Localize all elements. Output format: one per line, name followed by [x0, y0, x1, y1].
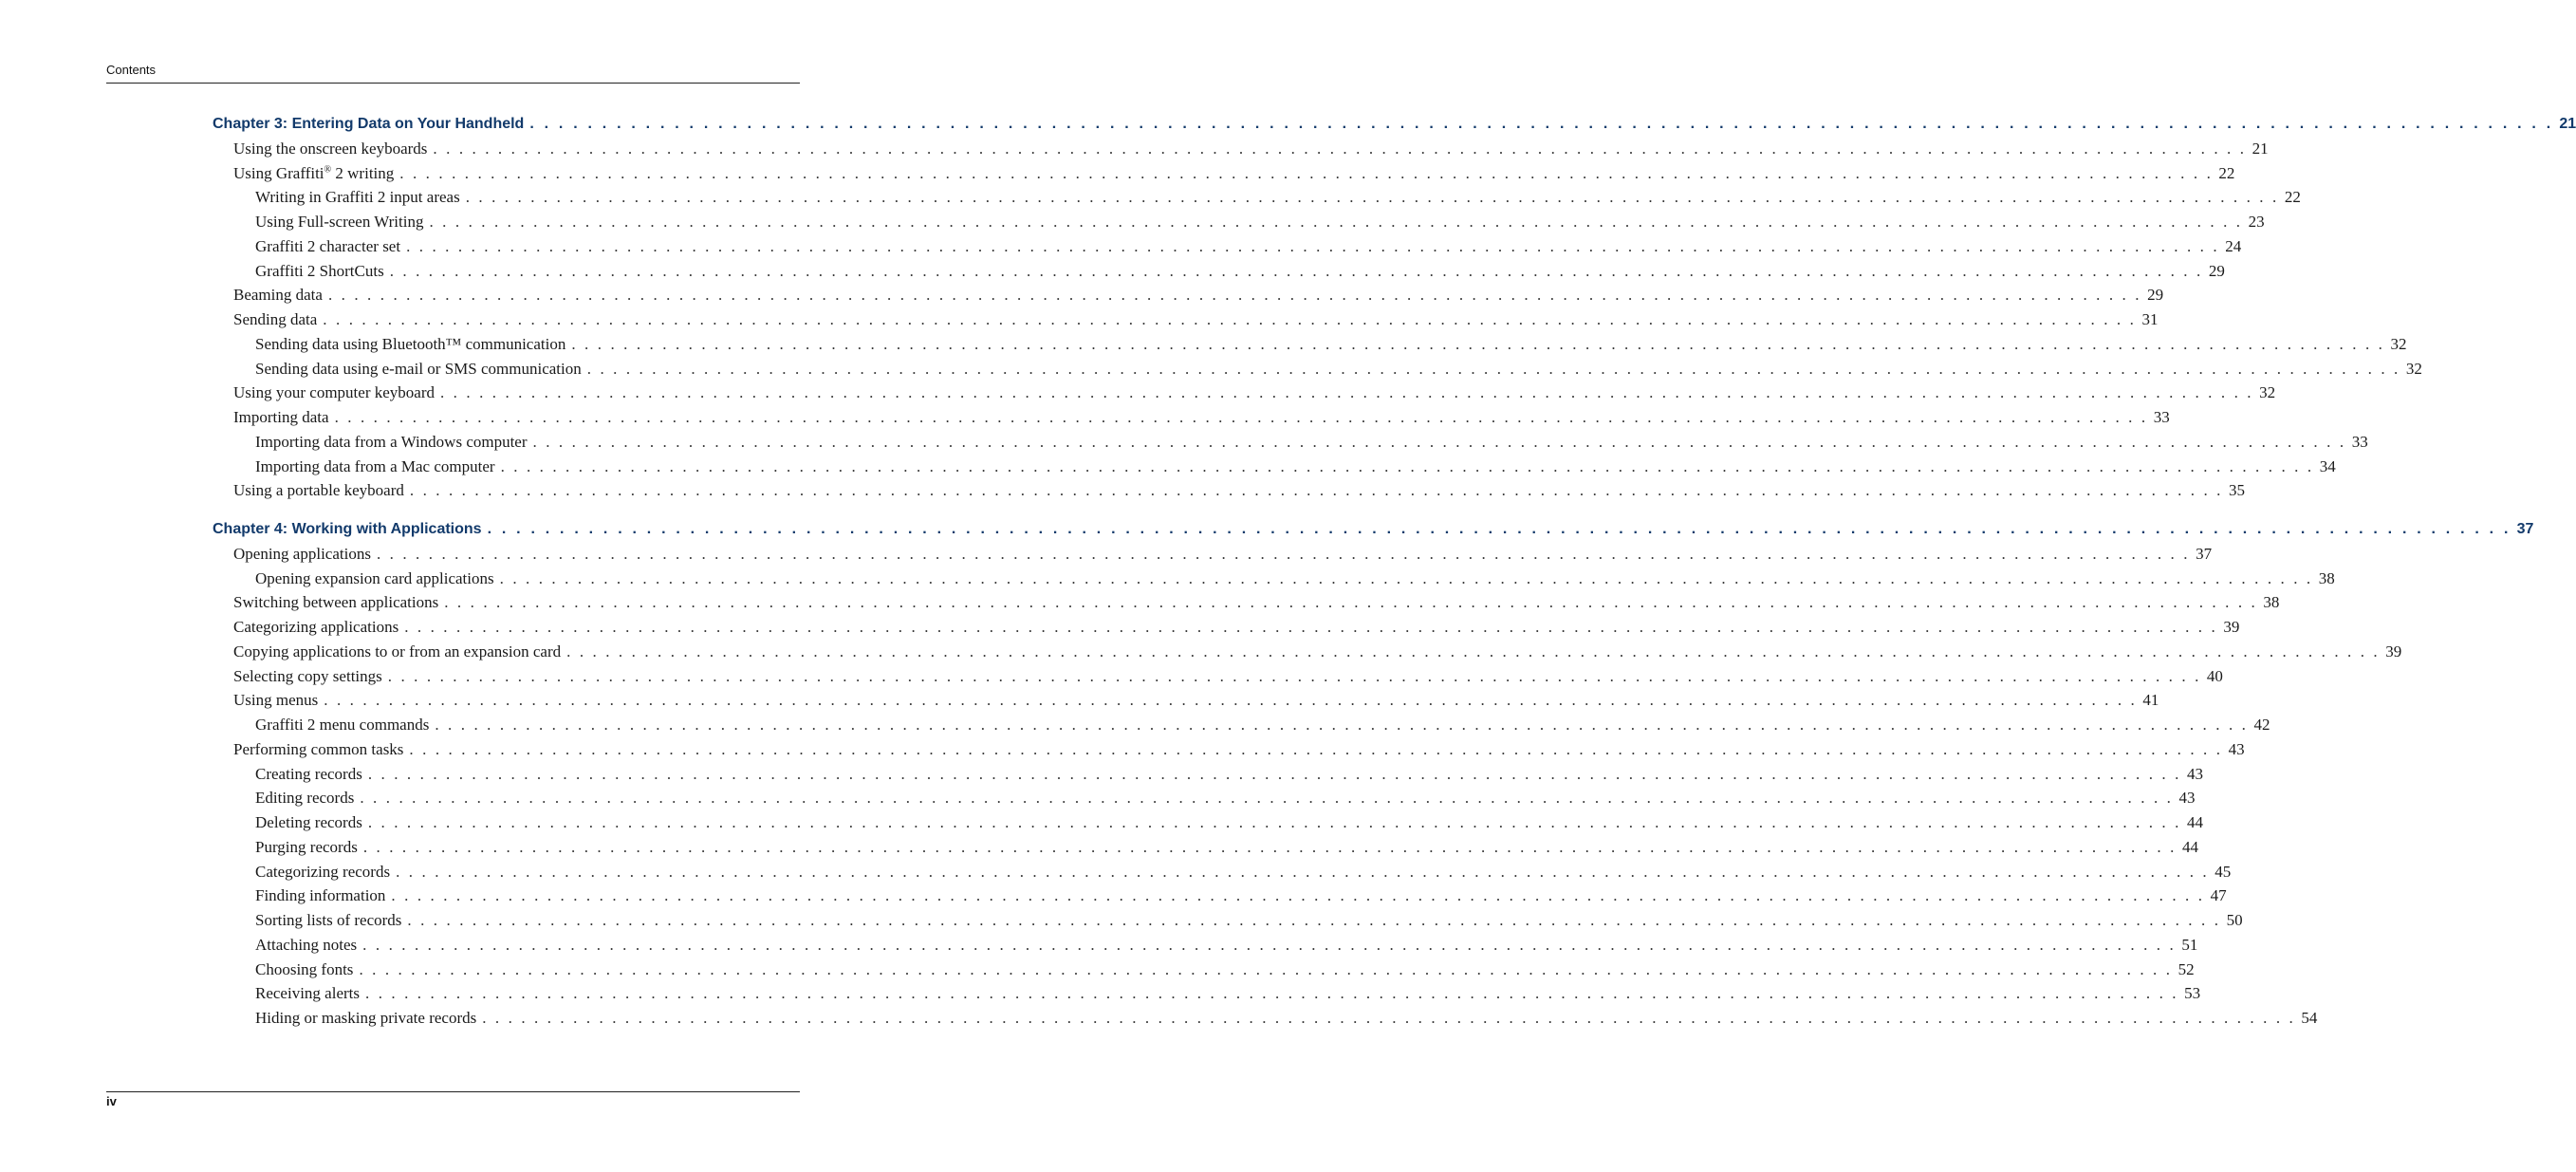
toc-entry-title: Graffiti 2 character set [255, 237, 401, 255]
dot-leader: . . . . . . . . . . . . . . . . . . . . . . . . . . . . . . . . . . . . . . . . . . . . . . . . . . . . . . . . . . . . . . . . . . . . . . . . . . . . . . . . . . . . . . . . . . . . . . . . . . . . . . . . . . . . . . . . . . . . . . . . . . . . . . . . . . . . . . . . . . . . [500, 457, 2314, 475]
toc-entry[interactable] [255, 432, 2368, 453]
toc-entry-title: Beaming data [233, 286, 323, 304]
toc-entry-page: 32 [2405, 360, 2422, 378]
toc-entry-page: 39 [2385, 642, 2402, 660]
toc-entry-page: 21 [2252, 140, 2269, 158]
toc-entry-page: 51 [2181, 936, 2198, 954]
toc-entry[interactable] [255, 236, 2242, 257]
dot-leader: . . . . . . . . . . . . . . . . . . . . . . . . . . . . . . . . . . . . . . . . . . . . . . . . . . . . . . . . . . . . . . . . . . . . . . . . . . . . . . . . . . . . . . . . . . . . . . . . . . . . . . . . . . . . . . . . . . . . . . . . . . . . . . . . . . . . . . . . . . . . [532, 433, 2346, 451]
toc-entry-page: 53 [2184, 984, 2201, 1002]
toc-entry[interactable] [255, 788, 2196, 809]
toc-entry-title: Using your computer keyboard [233, 383, 435, 401]
toc-entry-title: Hiding or masking private records [255, 1009, 477, 1027]
dot-leader: . . . . . . . . . . . . . . . . . . . . . . . . . . . . . . . . . . . . . . . . . . . . . . . . . . . . . . . . . . . . . . . . . . . . . . . . . . . . . . . . . . . . . . . . . . . . . . . . . . . . . . . . . . . . . . . . . . . . . . . . . . . . . . . . . . . . . . . . . . . . [433, 140, 2247, 158]
toc-entry-page: 39 [2223, 618, 2240, 636]
toc-entry-title: Sorting lists of records [255, 911, 402, 929]
toc-entry-title: Editing records [255, 789, 355, 807]
toc-entry[interactable] [233, 309, 2159, 330]
toc-entry[interactable] [255, 764, 2203, 785]
toc-entry-page: 50 [2226, 911, 2243, 929]
toc-entry-title: Performing common tasks [233, 740, 404, 758]
dot-leader: . . . . . . . . . . . . . . . . . . . . . . . . . . . . . . . . . . . . . . . . . . . . . . . . . . . . . . . . . . . . . . . . . . . . . . . . . . . . . . . . . . . . . . . . . . . . . . . . . . . . . . . . . . . . . . . . . . . . . . . . . . . . . . . . . . . . . . . . . . . . [465, 188, 2279, 206]
toc-entry[interactable] [255, 359, 2422, 380]
toc-entry[interactable] [255, 910, 2243, 931]
dot-leader: . . . . . . . . . . . . . . . . . . . . . . . . . . . . . . . . . . . . . . . . . . . . . . . . . . . . . . . . . . . . . . . . . . . . . . . . . . . . . . . . . . . . . . . . . . . . . . . . . . . . . . . . . . . . . . . . . . . . . . . . . . . . . . . . . . . . . . . . . . . . [367, 813, 2181, 831]
dot-leader: . . . . . . . . . . . . . . . . . . . . . . . . . . . . . . . . . . . . . . . . . . . . . . . . . . . . . . . . . . . . . . . . . . . . . . . . . . . . . . . . . . . . . . . . . . . . . . . . . . . . . . . . . . . . . . . . . . . . . . . . . . . . . . . . . . . . . . . . . . . . [359, 960, 2173, 978]
dot-leader: . . . . . . . . . . . . . . . . . . . . . . . . . . . . . . . . . . . . . . . . . . . . . . . . . . . . . . . . . . . . . . . . . . . . . . . . . . . . . . . . . . . . . . . . . . . . . . . . . . . . . . . . . . . . . . . . . . . . . . . . . . . . . . . . . . . . . . . . . . . . [387, 667, 2201, 685]
toc-entry-title: Categorizing applications [233, 618, 399, 636]
toc-entry-page: 33 [2351, 433, 2368, 451]
toc-entry-page: 43 [2178, 789, 2196, 807]
dot-leader: . . . . . . . . . . . . . . . . . . . . . . . . . . . . . . . . . . . . . . . . . . . . . . . . . . . . . . . . . . . . . . . . . . . . . . . . . . . . . . . . . . . . . . . . . . . . . . . . . . . . . . . . . . . . . . . . . . . . . . . . . . . . . . . . . . . . . . . . . . . . [323, 310, 2137, 328]
dot-leader: . . . . . . . . . . . . . . . . . . . . . . . . . . . . . . . . . . . . . . . . . . . . . . . . . . . . . . . . . . . . . . . . . . . . . . . . . . . . . . . . . . . . . . . . . . . . . . . . . . . . . . . . . . . . . . . . . . . . . . . . . . . . . . . . . . . . . . . . . . . . [444, 593, 2258, 611]
dot-leader: . . . . . . . . . . . . . . . . . . . . . . . . . . . . . . . . . . . . . . . . . . . . . . . . . . . . . . . . . . . . . . . . . . . . . . . . . . . . . . . . . . . . . . . . . . . . . . . . . . . . . . . . . . . . . . . . . . . . . . . . . . . . . . . . . . . . . . . . . . . . [429, 213, 2243, 231]
toc-entry-page: 33 [2153, 408, 2170, 426]
toc-chapter-entry[interactable] [213, 114, 2576, 135]
dot-leader: . . . . . . . . . . . . . . . . . . . . . . . . . . . . . . . . . . . . . . . . . . . . . . . . . . . . . . . . . . . . . . . . . . . . . . . . . . . . . . . . . . . . . . . . . . . . . . . . . . . . . . . . . . . . . . . . . . . . . . . . . . . . . . . . . . . . . . . . . . . . [409, 481, 2224, 499]
dot-leader: . . . . . . . . . . . . . . . . . . . . . . . . . . . . . . . . . . . . . . . . . . . . . . . . . . . . . . . . . . . . . . . . . . . . . . . . . . . . . . . . . . . . . . . . . . . . . . . . . . . . . . . . . . . . . . . . . . . . . . . . . . . . . . . . . . . . . . . . . . . . [365, 984, 2179, 1002]
dot-leader: . . . . . . . . . . . . . . . . . . . . . . . . . . . . . . . . . . . . . . . . . . . . . . . . . . . . . . . . . . . . . . . . . . . . . . . . . . . . . . . . . . . . . . . . . . . . . . . . . . . . . . . . . . . . . . . . . . . . . . . . . . . . . . . . . . . . . . . . . . . . [389, 262, 2203, 280]
dot-leader: . . . . . . . . . . . . . . . . . . . . . . . . . . . . . . . . . . . . . . . . . . . . . . . . . . . . . . . . . . . . . . . . . . . . . . . . . . . . . . . . . . . . . . . . . . . . . . . . . . . . . . . . . . . . . . . . . . . . . . . . . . . . . . . . . . . . . . . . . . . . [435, 716, 2249, 734]
dot-leader: . . . . . . . . . . . . . . . . . . . . . . . . . . . . . . . . . . . . . . . . . . . . . . . . . . . . . . . . . . . . . . . . . . . . . . . . . . . . . . . . . . . . . . . . . . . . . . . . . . . . . . . . . . . . . . . . . . . . . . . . . . . . . . . . . . . . . . . . . . . . [362, 838, 2177, 856]
dot-leader: . . . . . . . . . . . . . . . . . . . . . . . . . . . . . . . . . . . . . . . . . . . . . . . . . . . . . . . . . . . . . . . . . . . . . . . . . . . . . . . . . . . . . . . . . . . . . . . . . . . . . . . . . . . . . . . . . . . . . . . . . . . . . . . . . . . . . . . . . . . . [367, 765, 2181, 783]
toc-entry-title: Graffiti 2 menu commands [255, 716, 430, 734]
toc-entry[interactable] [255, 935, 2198, 956]
toc-entry[interactable] [255, 456, 2336, 477]
toc-entry-title: Sending data using Bluetooth™ communication [255, 335, 566, 353]
dot-leader: . . . . . . . . . . . . . . . . . . . . . . . . . . . . . . . . . . . . . . . . . . . . . . . . . . . . . . . . . . . . . . . . . . . . . . . . . . . . . . . . . . . . . . . . . . . . . . . . . . . . . . . . . . . . . . . . . . . . . . . . . . . . . . . . . . . . . . . . . . . . [391, 886, 2205, 904]
toc-entry-title: Graffiti 2 ShortCuts [255, 262, 384, 280]
toc-entry-title: Selecting copy settings [233, 667, 382, 685]
toc-entry-title: Opening applications [233, 545, 371, 563]
dot-leader: . . . . . . . . . . . . . . . . . . . . . . . . . . . . . . . . . . . . . . . . . . . . . . . . . . . . . . . . . . . . . . . . . . . . . . . . . . . . . . . . . . . . . . . . . . . . . . . . . . . . . . . . . . . . . . . . . . . . . . . . . . . . . . . . . . . . . . . . . . . . [409, 740, 2223, 758]
dot-leader: . . . . . . . . . . . . . . . . . . . . . . . . . . . . . . . . . . . . . . . . . . . . . . . . . . . . . . . . . . . . . . . . . . . . . . . . . . . . . . . . . . . . . . . . . . . . . . . . . . . . . . . . . . . . . . . . . . . . . . . . . . . . . . . . . . . . . . . . . . . . [334, 408, 2148, 426]
dot-leader: . . . . . . . . . . . . . . . . . . . . . . . . . . . . . . . . . . . . . . . . . . . . . . . . . . . . . . . . . . . . . . . . . . . . . . . . . . . . . . . . . . . . . . . . . . . . . . . . . . . . . . . . . . . . . . . . . . . . . . . . . . . . . . . . . . . . . . . . . . . . [566, 642, 2381, 660]
dot-leader: . . . . . . . . . . . . . . . . . . . . . . . . . . . . . . . . . . . . . . . . . . . . . . . . . . . . . . . . . . . . . . . . . . . . . . . . . . . . . . . . . . . . . . . . . . . . . . . . . . . . . . . . . . . . . . . . . . . . . . . . . . . . . . . . . . . . . . . . . . . . [324, 691, 2138, 709]
toc-entry-page: 32 [2259, 383, 2276, 401]
toc-entry[interactable] [255, 1008, 2318, 1029]
toc-entry-title: Categorizing records [255, 863, 391, 881]
toc-entry[interactable] [255, 837, 2198, 858]
toc-entry-page: 32 [2390, 335, 2407, 353]
toc-entry-page: 22 [2218, 164, 2235, 182]
toc-entry-page: 29 [2147, 286, 2164, 304]
toc-entry-title: Receiving alerts [255, 984, 360, 1002]
toc-entry[interactable] [255, 983, 2201, 1004]
toc-entry-page: 37 [2516, 521, 2534, 537]
toc-entry-page: 47 [2210, 886, 2227, 904]
toc-entry[interactable] [255, 885, 2227, 906]
dot-leader: . . . . . . . . . . . . . . . . . . . . . . . . . . . . . . . . . . . . . . . . . . . . . . . . . . . . . . . . . . . . . . . . . . . . . . . . . . . . . . . . . . . . . . . . . . . . . . . . . . . . . . . . . . . . . . . . . . . . . . . . . . . . . . . . . . . . . . . . . . . . [529, 116, 2554, 132]
toc-entry-page: 38 [2318, 569, 2335, 587]
toc-entry-page: 23 [2248, 213, 2265, 231]
toc-entry-page: 43 [2186, 765, 2203, 783]
toc-entry-title: Choosing fonts [255, 960, 354, 978]
toc-entry-title: Creating records [255, 765, 362, 783]
toc-entry-title: Using the onscreen keyboards [233, 140, 428, 158]
toc-entry-page: 44 [2186, 813, 2203, 831]
toc-entry-title: Importing data [233, 408, 329, 426]
toc-entry-title: Finding information [255, 886, 386, 904]
dot-leader: . . . . . . . . . . . . . . . . . . . . . . . . . . . . . . . . . . . . . . . . . . . . . . . . . . . . . . . . . . . . . . . . . . . . . . . . . . . . . . . . . . . . . . . . . . . . . . . . . . . . . . . . . . . . . . . . . . . . . . . . . . . . . . . . . . . . . . . . . . . . [487, 521, 2511, 537]
toc-entry-title: Writing in Graffiti 2 input areas [255, 188, 460, 206]
dot-leader: . . . . . . . . . . . . . . . . . . . . . . . . . . . . . . . . . . . . . . . . . . . . . . . . . . . . . . . . . . . . . . . . . . . . . . . . . . . . . . . . . . . . . . . . . . . . . . . . . . . . . . . . . . . . . . . . . . . . . . . . . . . . . . . . . . . . . . . . . . . . [586, 360, 2400, 378]
dot-leader: . . . . . . . . . . . . . . . . . . . . . . . . . . . . . . . . . . . . . . . . . . . . . . . . . . . . . . . . . . . . . . . . . . . . . . . . . . . . . . . . . . . . . . . . . . . . . . . . . . . . . . . . . . . . . . . . . . . . . . . . . . . . . . . . . . . . . . . . . . . . [571, 335, 2385, 353]
toc-entry[interactable] [233, 480, 2246, 501]
toc-entry-page: 41 [2142, 691, 2159, 709]
toc-entry[interactable] [255, 715, 2270, 735]
toc-entry-title: Using a portable keyboard [233, 481, 404, 499]
toc-entry-title: Copying applications to or from an expansion card [233, 642, 562, 660]
toc-entry-title: Using Graffiti® 2 writing [233, 164, 395, 182]
toc-entry[interactable] [255, 334, 2407, 355]
dot-leader: . . . . . . . . . . . . . . . . . . . . . . . . . . . . . . . . . . . . . . . . . . . . . . . . . . . . . . . . . . . . . . . . . . . . . . . . . . . . . . . . . . . . . . . . . . . . . . . . . . . . . . . . . . . . . . . . . . . . . . . . . . . . . . . . . . . . . . . . . . . . [327, 286, 2142, 304]
toc-entry[interactable] [233, 642, 2402, 662]
toc-entry[interactable] [233, 666, 2223, 687]
dot-leader: . . . . . . . . . . . . . . . . . . . . . . . . . . . . . . . . . . . . . . . . . . . . . . . . . . . . . . . . . . . . . . . . . . . . . . . . . . . . . . . . . . . . . . . . . . . . . . . . . . . . . . . . . . . . . . . . . . . . . . . . . . . . . . . . . . . . . . . . . . . . [360, 789, 2174, 807]
toc-entry-page: 44 [2181, 838, 2198, 856]
toc-entry[interactable] [233, 407, 2170, 428]
toc-entry-page: 29 [2208, 262, 2225, 280]
footer-rule [106, 1091, 800, 1092]
toc-entry-page: 34 [2319, 457, 2336, 475]
toc-entry[interactable] [255, 862, 2232, 883]
toc-entry[interactable] [255, 812, 2203, 833]
toc-entry-title: Using Full-screen Writing [255, 213, 424, 231]
dot-leader: . . . . . . . . . . . . . . . . . . . . . . . . . . . . . . . . . . . . . . . . . . . . . . . . . . . . . . . . . . . . . . . . . . . . . . . . . . . . . . . . . . . . . . . . . . . . . . . . . . . . . . . . . . . . . . . . . . . . . . . . . . . . . . . . . . . . . . . . . . . . [439, 383, 2254, 401]
toc-entry-page: 43 [2228, 740, 2245, 758]
toc-entry[interactable] [233, 382, 2276, 403]
toc-entry-title: Purging records [255, 838, 358, 856]
dot-leader: . . . . . . . . . . . . . . . . . . . . . . . . . . . . . . . . . . . . . . . . . . . . . . . . . . . . . . . . . . . . . . . . . . . . . . . . . . . . . . . . . . . . . . . . . . . . . . . . . . . . . . . . . . . . . . . . . . . . . . . . . . . . . . . . . . . . . . . . . . . . [499, 569, 2313, 587]
dot-leader: . . . . . . . . . . . . . . . . . . . . . . . . . . . . . . . . . . . . . . . . . . . . . . . . . . . . . . . . . . . . . . . . . . . . . . . . . . . . . . . . . . . . . . . . . . . . . . . . . . . . . . . . . . . . . . . . . . . . . . . . . . . . . . . . . . . . . . . . . . . . [376, 545, 2191, 563]
toc-entry[interactable] [233, 739, 2245, 760]
toc-entry[interactable] [233, 690, 2159, 711]
dot-leader: . . . . . . . . . . . . . . . . . . . . . . . . . . . . . . . . . . . . . . . . . . . . . . . . . . . . . . . . . . . . . . . . . . . . . . . . . . . . . . . . . . . . . . . . . . . . . . . . . . . . . . . . . . . . . . . . . . . . . . . . . . . . . . . . . . . . . . . . . . . . [406, 237, 2220, 255]
toc-entry-page: 52 [2178, 960, 2195, 978]
toc-entry-title: Opening expansion card applications [255, 569, 494, 587]
toc-entry[interactable] [255, 959, 2195, 980]
toc-entry-page: 24 [2225, 237, 2242, 255]
toc-entry-page: 31 [2141, 310, 2159, 328]
toc-entry-page: 21 [2559, 116, 2576, 132]
toc-entry[interactable] [233, 163, 2235, 184]
toc-entry-title: Using menus [233, 691, 319, 709]
toc-entry[interactable] [233, 139, 2269, 159]
toc-chapter-entry[interactable] [213, 519, 2534, 540]
dot-leader: . . . . . . . . . . . . . . . . . . . . . . . . . . . . . . . . . . . . . . . . . . . . . . . . . . . . . . . . . . . . . . . . . . . . . . . . . . . . . . . . . . . . . . . . . . . . . . . . . . . . . . . . . . . . . . . . . . . . . . . . . . . . . . . . . . . . . . . . . . . . [362, 936, 2177, 954]
toc-entry-title: Sending data [233, 310, 318, 328]
toc-entry-page: 42 [2253, 716, 2270, 734]
dot-leader: . . . . . . . . . . . . . . . . . . . . . . . . . . . . . . . . . . . . . . . . . . . . . . . . . . . . . . . . . . . . . . . . . . . . . . . . . . . . . . . . . . . . . . . . . . . . . . . . . . . . . . . . . . . . . . . . . . . . . . . . . . . . . . . . . . . . . . . . . . . . [482, 1009, 2296, 1027]
toc-entry-title: Importing data from a Windows computer [255, 433, 528, 451]
toc-entry-page: 45 [2215, 863, 2232, 881]
toc-entry-title: Deleting records [255, 813, 362, 831]
toc-entry[interactable] [233, 285, 2164, 306]
toc-entry-page: 38 [2263, 593, 2280, 611]
toc-entry-page: 35 [2229, 481, 2246, 499]
toc-entry-title: Sending data using e-mail or SMS communication [255, 360, 582, 378]
dot-leader: . . . . . . . . . . . . . . . . . . . . . . . . . . . . . . . . . . . . . . . . . . . . . . . . . . . . . . . . . . . . . . . . . . . . . . . . . . . . . . . . . . . . . . . . . . . . . . . . . . . . . . . . . . . . . . . . . . . . . . . . . . . . . . . . . . . . . . . . . . . . [404, 618, 2218, 636]
toc-entry-page: 22 [2284, 188, 2301, 206]
header-label: Contents [106, 63, 157, 77]
dot-leader: . . . . . . . . . . . . . . . . . . . . . . . . . . . . . . . . . . . . . . . . . . . . . . . . . . . . . . . . . . . . . . . . . . . . . . . . . . . . . . . . . . . . . . . . . . . . . . . . . . . . . . . . . . . . . . . . . . . . . . . . . . . . . . . . . . . . . . . . . . . . [407, 911, 2221, 929]
page-number: iv [106, 1094, 117, 1108]
dot-leader: . . . . . . . . . . . . . . . . . . . . . . . . . . . . . . . . . . . . . . . . . . . . . . . . . . . . . . . . . . . . . . . . . . . . . . . . . . . . . . . . . . . . . . . . . . . . . . . . . . . . . . . . . . . . . . . . . . . . . . . . . . . . . . . . . . . . . . . . . . . . [399, 164, 2214, 182]
toc-entry-title: Chapter 4: Working with Applications [213, 521, 482, 537]
toc-entry-title: Switching between applications [233, 593, 439, 611]
toc-entry-page: 40 [2206, 667, 2223, 685]
toc-entry-title: Attaching notes [255, 936, 358, 954]
header-rule [106, 83, 800, 84]
toc-entry[interactable] [233, 592, 2280, 613]
toc-entry-page: 37 [2196, 545, 2213, 563]
toc-entry[interactable] [255, 187, 2301, 208]
toc-entry-page: 54 [2301, 1009, 2318, 1027]
toc-entry[interactable] [233, 617, 2240, 638]
toc-entry[interactable] [255, 212, 2265, 233]
toc-entry[interactable] [255, 568, 2335, 589]
toc-entry-title: Importing data from a Mac computer [255, 457, 495, 475]
toc-entry[interactable] [233, 544, 2213, 565]
toc-entry-title: Chapter 3: Entering Data on Your Handheld [213, 116, 525, 132]
dot-leader: . . . . . . . . . . . . . . . . . . . . . . . . . . . . . . . . . . . . . . . . . . . . . . . . . . . . . . . . . . . . . . . . . . . . . . . . . . . . . . . . . . . . . . . . . . . . . . . . . . . . . . . . . . . . . . . . . . . . . . . . . . . . . . . . . . . . . . . . . . . . [396, 863, 2210, 881]
toc-entry[interactable] [255, 261, 2225, 282]
